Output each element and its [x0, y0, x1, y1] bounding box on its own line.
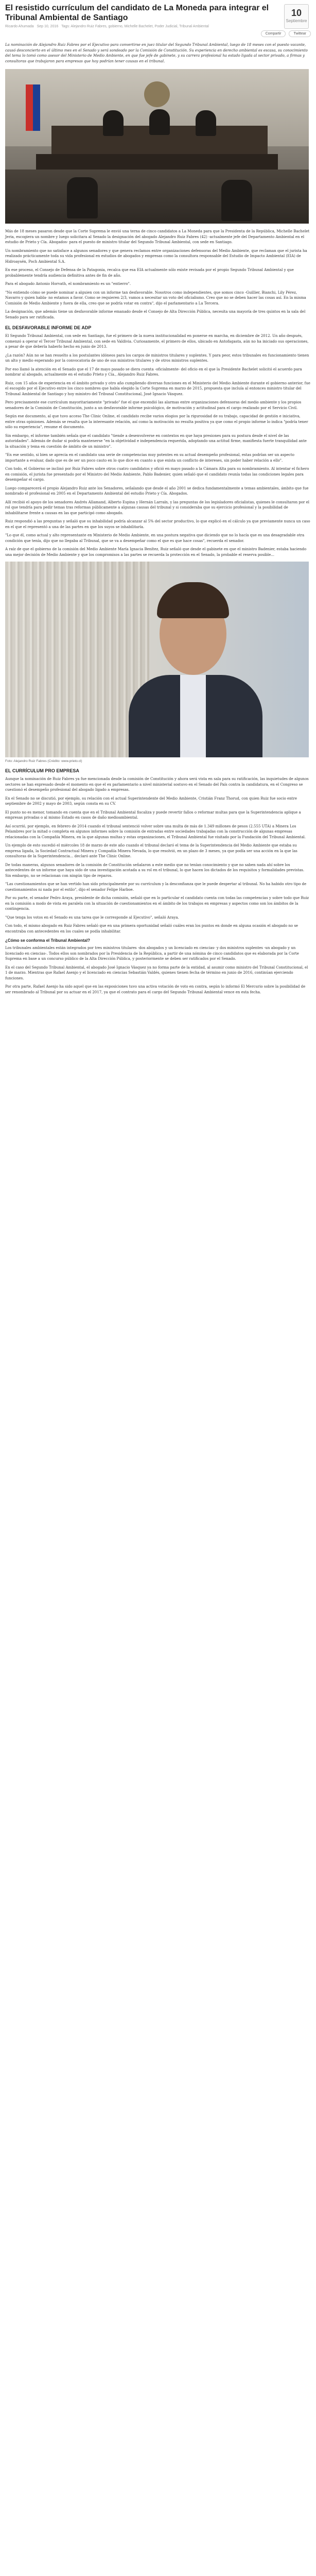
paragraph: Luego comparecerá el propio Alejandro Ruiz ante los Senadores, señalando que desde el año 2001 se dedica fundamentalmente a temas ambientales, ámbito que fue nombrado el profesional en 2005 en el Departamento Ambiental del estudio Prieto y Cía. Abogados.: [5, 486, 309, 496]
paragraph: Con todo, el mismo abogado en Ruiz Fabres señaló que en una primera oportunidad señaló cuáles eran los puntos en donde en alguna ocasión el abogado no se encontraba con antecedentes en los cuales se podía inhabilitar.: [5, 924, 299, 934]
share-twitter-button[interactable]: Twittear: [289, 30, 311, 37]
article-header: [5, 0, 311, 37]
paragraph: ¿La razón? Aún no se han resuelto a los postulantes idóneos para los cargos de ministros titulares y suplentes. Y para peor, estos tribunales en funcionamiento tienen un alto y medio esperando por la convocatoria de uno de sus ministros titulares y de otros ministros suplentes.: [5, 353, 309, 363]
paragraph: "Las cuestionamientos que se han vertido han sido principalmente por su currículum y la desconfianza que le puede despertar al tribunal. No ha habido otro tipo de cuestionamientos ni nada por el estilo", dijo el senador Felipe Harboe.: [5, 882, 307, 892]
paragraph: Por eso llamó la atención en el Senado que el 17 de mayo pasado se diera cuenta -oficialmente- del oficio en el que la Presidente Bachelet solicitó el acuerdo para nombrar al abogado, actualmente en el estudio Prieto y Cía., Alejandro Ruiz Fabres.: [5, 367, 302, 377]
paragraph: Sin embargo, el informe también señala que el candidato "tiende a desenvolverse en contextos en que haya presiones para su postura desde el nivel de las autoridades". Además de dudar si podría mantenerse "en la objetividad e independencia requerida, adoptando una actitud firme, manifiesta fuerte tranquilidad ante la situación y tema en cuestión de ámbito de un ministro".: [5, 433, 307, 449]
paragraph: El Segundo Tribunal Ambiental, con sede en Santiago, fue el primero de la nueva institucionalidad en ponerse en marcha, en diciembre de 2012. Un año después, comenzó a operar el Tercer Tribunal Ambiental, con sede en Valdivia. Curiosamente, el primero de ellos, ubicado en Antofagasta, aún no ha iniciado sus operaciones, a pesar de que debería haberlo hecho en junio de 2013.: [5, 334, 309, 349]
paragraph: En ese proceso, el Consejo de Defensa de la Patagonia, recalca que esa EIA actualmente sólo existe revisada por el propio Segundo Tribunal Ambiental y que probablemente tendría audiencia definitiva antes de fin de año.: [5, 268, 294, 278]
portrait-photo: [5, 562, 309, 757]
meta-author[interactable]: Ricardo Ahumada: [5, 25, 34, 28]
body-section-4: [5, 776, 311, 934]
date-badge: [284, 4, 309, 29]
courtroom-photo: [5, 69, 309, 224]
body-section-2: [5, 333, 311, 516]
body-section-1: [5, 229, 311, 320]
section-heading-adp: EL DESFAVORABLE INFORME DE ADP: [5, 325, 92, 330]
paragraph: De todas maneras, algunos senadores de la comisión de Constitución señalaron a este medio que no tenían conocimiento y que no saben nada ahí sobre los antecedentes de un informe que haya sido de una investigación acotada a su rol en el tribunal, lo que hacen los dictados de los requisitos y formalidades previstas. Sin embargo, no se relacionan con ningún tipo de reparos.: [5, 862, 305, 878]
body-section-5: [5, 945, 311, 995]
date-day: 10: [291, 8, 302, 18]
section-heading-tribunal: ¿Cómo se conforma el Tribunal Ambiental?: [5, 938, 91, 943]
court-emblem-image: [144, 81, 170, 107]
share-facebook-button[interactable]: Compartir: [261, 30, 286, 37]
paragraph: La designación, que además tiene un desfavorable informe emanado desde el Consejo de Alta Dirección Pública, necesita una mayoría de tres quintos en la sala del Senado para ser ratificada.: [5, 310, 306, 319]
body-section-3: [5, 519, 311, 557]
chile-flag-image: [26, 84, 40, 131]
paragraph: Para el abogado Antonio Horvath, el nombramiento es un "entierro".: [5, 282, 131, 286]
paragraph: Un nombramiento que no satisface a algunos senadores y que genera reclamos entre organizaciones defensoras del Medio Ambiente, que reclaman que el jurista ha realizado prácticamente toda su vida profesional en estudios de abogados y empresas como la consultora responsable del Estudio de Impacto Ambiental (EIA) de Hidroaysén, Poch Ambiental S.A.: [5, 248, 307, 264]
paragraph: "Que tenga los votos en el Senado es una tarea que le corresponde al Ejecutivo", señaló Araya.: [5, 915, 179, 920]
paragraph: Allí recibió el apoyo de los senadores Andrés Allamand, Alberto Espina y Hernán Larraín, y las preguntas de los legisladores oficialistas, quienes le consultaron por el rol que tendría para pedir temas tras reformas públicamente a algunas causas del tribunal y si consideraba que su ejercicio profesional y la posibilidad de inhabilitarse frente a causas en las que participó como abogado.: [5, 500, 310, 515]
paragraph: A raíz de que el gobierno de la comisión del Medio Ambiente María Ignacia Benítez, Ruiz señaló que desde el gabinete en que el ministro Badenier, estaba haciendo una mejor decisión de Medio Ambiente y que los compromisos a las partes se recuerda la protección en el Senado, la probable el reserva posible...: [5, 547, 307, 557]
paragraph: Ruiz respondió a las preguntas y señaló que su inhabilidad podría alcanzar al 5% del sector productivo, lo que explicó en el cálculo ya que previamente nunca un caso en el que el representó a una de las partes en que los suyos se inhabilitaría.: [5, 519, 310, 529]
meta-tags[interactable]: Tags: Alejandro Ruiz Fabres, gobierno, Michelle Bachelet, Poder Judicial, Tribunal Ambiental: [61, 25, 209, 28]
paragraph: Un ejemplo de esto sucedió el miércoles 18 de marzo de este año cuando el tribunal declaró el tema de la Superintendencia del Medio Ambiente que estaba su empresa ligada, la Sociedad Contractual Minera y Compañía Minera Nevada, lo que resolvió, en un plazo de 3 meses, ya que podía ser una acción en la que las consultoras de la Superintendencia... declaró ante The Clinic Online.: [5, 843, 297, 858]
paragraph: "Lo que él, como actual y alto representante en Ministerio de Medio Ambiente, en una postura negativa que diciendo que no lo hacía que es una desagradable otra condición que tenía, dijo que no llegaba al Tribunal, que se va a desempeñar como el que es que hace cosas", recuerda el senador.: [5, 533, 305, 543]
paragraph: "No entiendo cómo se puede nominar a alguien con un informe tan desfavorable. Nosotros como independientes, que somos cinco -Guillier, Bianchi, Lily Pérez, Navarro y quien habla- no estamos a favor. Como se requieren 2/3, vamos a necesitar un voto del oficialismo. Creo que no se deben hacer las cosas así. En la misma Comisión de Medio Ambiente y fuera de ella, creo que se podría votar en contra", dijo el parlamentario a La Tercera.: [5, 290, 306, 306]
paragraph: Por su parte, el senador Pedro Araya, presidente de dicha comisión, señaló que en lo particular el candidato cuenta con todas las competencias y sobre todo que Ruiz en la comisión a modo de vista en paralela con la situación de cuestionamientos en el ámbito de los trabajos en empresas y aspectos como son los ámbitos de la contingencia.: [5, 896, 309, 911]
paragraph: Los tribunales ambientales están integrados por tres ministros titulares -dos abogados y un licenciado en ciencias- y dos ministros suplentes -un abogado y un licenciado en ciencias-. Todos ellos son nombrados por la Presidencia de la República, a partir de una nómina de cinco candidatos que es elaborada por la Corte Suprema en base a un concurso público de la Alta Dirección Pública, y posteriormente se deben ser ratificados por el Senado.: [5, 946, 299, 961]
paragraph: Pero precisamente ese currículum mayoritariamente "privado" fue el que encendió las alarmas entre organizaciones defensoras del medio ambiente y los propios senadores de la Comisión de Constitución, junto a un desfavorable informe psicológico, de motivación y actitudinal para el cargo realizado por el Servicio Civil.: [5, 400, 302, 410]
portrait-caption: Foto: Alejandro Ruiz Fabres (Crédito: www.prieto.cl): [5, 759, 82, 763]
paragraph: El punto no es menor, tomando en cuenta que en el Tribunal Ambiental fiscaliza y puede revertir fallos o reformar multas para que la Superintendencia aplique a empresas privadas o al mismo Estado en casos de daño medioambiental.: [5, 810, 301, 820]
paragraph: En el Senado no se discutió, por ejemplo, su relación con el actual Superintendente del Medio Ambiente, Cristián Franz Thorud, con quien Ruiz fue socio entre septiembre de 2002 y mayo de 2003, según consta en su CV.: [5, 796, 297, 806]
article-page: [0, 0, 316, 1005]
article-meta: [5, 25, 311, 28]
paragraph: "En ese sentido, si bien se aprecia en el candidato una serie de competencias muy potentes en su actual desempeño profesional, estas podrían ser un aspecto importante a evaluar, dado que es de ser un poco cauto en lo que dice en cuanto a que exista un conflicto de intereses, sin poder haber relación a ello".: [5, 453, 294, 463]
paragraph: Así ocurrió, por ejemplo, en febrero de 2014 cuando el tribunal sentenció volver sobre una multa de más de 1.349 millones de pesos (2.555 UTA) a Minera Los Pelambres por la mitad o completa en algunos informes sobre la comisión de entradas entre sociedades trabajadas con la construcción de algunas empresas relacionadas con la Compañía Minera, en la que algunas multas y estas organizaciones, el Tribunal Ambiental fue visitado por la Fundación del Tribunal Ambiental.: [5, 824, 306, 839]
paragraph: Por otra parte, Rafael Asenjo ha sido aquel que en las exposiciones tuvo una activa votación de voto en contra, según lo informó El Mercurio sobre la posibilidad de ser renombrado al Tribunal por su actuar en el 2017, ya que el contrato para el cargo del Segundo Tribunal Ambiental vence en esta fecha.: [5, 985, 306, 994]
meta-date: Sep 10, 2016: [37, 25, 59, 28]
paragraph: En el caso del Segundo Tribunal Ambiental, el abogado José Ignacio Vásquez ya no forma parte de la entidad, al asumir como ministro del Tribunal Constitucional, el 1 de marzo. Mientras que Rafael Asenjo y el licenciado en ciencias Sebastián Valdés, quienes tienen fecha de término en junio de 2016, continúan ejerciendo funciones.: [5, 965, 308, 980]
paragraph: Aunque la nominación de Ruiz Fabres ya fue mencionada desde la comisión de Constitución y ahora será vista en sala para su ratificación, las inquietudes de algunos sectores se han expresado desde el momento en que el ex parlamentario a nivel ministerial sostuvo en el Senado del País contra la candidatura, en el Congreso se cuestionó el desempeño profesional del abogado ligado a empresas.: [5, 777, 309, 792]
paragraph: Según ese documento, al que tuvo acceso The Clinic Online, el candidato recibe varios elogios por la rigurosidad de su trabajo, capacidad de gestión e iniciativa, entre otras opiniones. Además se resalta que la interesante relación, así como la motivación no resulta positiva ya que como el propio informe lo indica "podría tener sólo su experiencia", resume el documento.: [5, 414, 308, 429]
paragraph: Más de 18 meses pasaron desde que la Corte Suprema le envió una terna de cinco candidatos a La Moneda para que la Presidenta de la República, Michelle Bachelet Jeria, escogiera un nombre y luego solicitara al Senado la designación del abogado Alejandro Ruiz Fabres (42) -actualmente jefe del Departamento Ambiental en el estudio de Prieto y Cía. Abogados- para el puesto de ministro titular del Segundo Tribunal Ambiental, con sede en Santiago.: [5, 229, 310, 244]
date-month: Septiembre: [286, 19, 307, 23]
article-intro: La nominación de Alejandro Ruiz Fabres por el Ejecutivo para convertirse en juez titular del Segundo Tribunal Ambiental, luego de 18 meses con el puesto vacante, causó desconcierto en el último mes en el Senado y será sondeado por la Comisión de Constitución. Su experiencia en derecho ambiental es escasa, su conocimiento del tema lo tomó como asesor del Ministerio de Medio Ambiente, en que fue jefe de gabinete, y su carrera profesional ha estado ligada al sector privado, a firmas y consultoras que trabajaron para empresas que hoy podrían tener causas en el tribunal.: [5, 43, 308, 63]
paragraph: Ruiz, con 15 años de experiencia en el ámbito privado y otro año cumpliendo diversas funciones en el Ministerio del Medio Ambiente durante el gobierno anterior, fue el escogido por el Ejecutivo entre los cinco nombres que había elegido la Corte Suprema en marzo de 2015, propuesta que incluía al entonces ministro titular del Tribunal Ambiental de Santiago y hoy ministro del Tribunal Constitucional, José Ignacio Vásquez.: [5, 381, 310, 396]
section-heading-curriculum: EL CURRÍCULUM PRO EMPRESA: [5, 768, 79, 773]
paragraph: Con todo, el Gobierno se inclinó por Ruiz Fabres sobre otros cuatro candidatos y ofició en mayo pasado a la Cámara Alta para su nombramiento. Al intentar el fichero en comisión, el jurista fue presentado por el Ministro del Medio Ambiente, Pablo Badenier, quien señaló que el candidato reunía todas las condiciones legales para desempeñar el cargo.: [5, 467, 309, 482]
share-row: [5, 30, 311, 37]
article-title: El resistido currículum del candidato de La Moneda para integrar el Tribunal Ambiental de Santiago: [5, 4, 269, 22]
